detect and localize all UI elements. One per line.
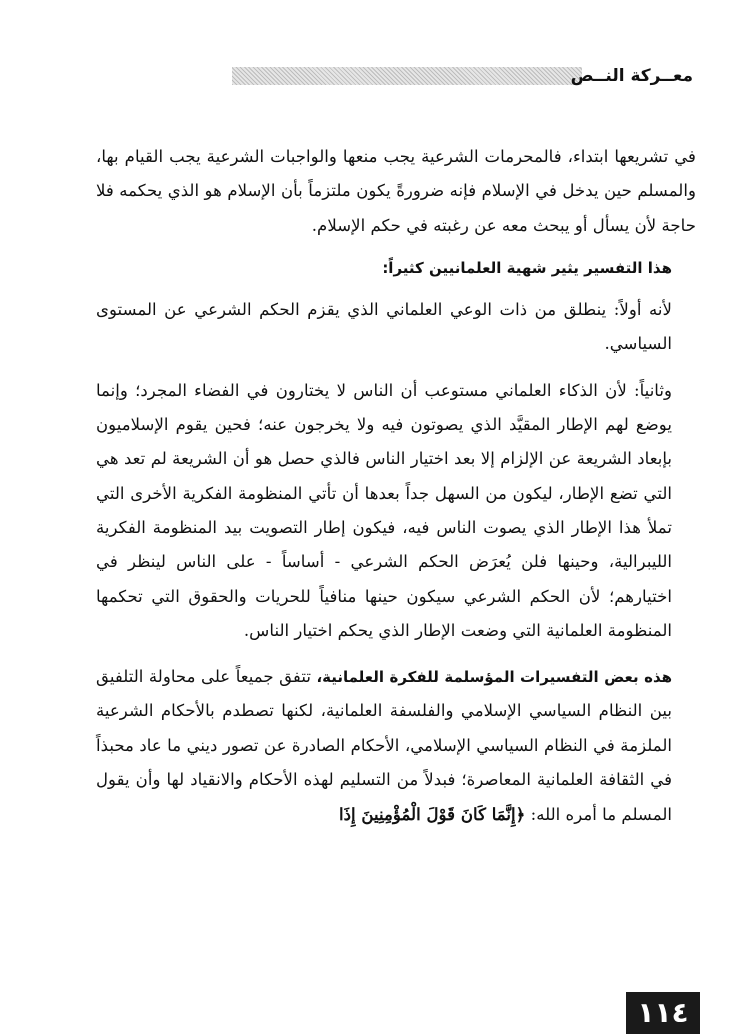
paragraph-lead: هذه بعض التفسيرات المؤسلمة للفكرة العلمانية، xyxy=(316,668,673,687)
header-title: معــركة النــص xyxy=(570,66,693,86)
running-header xyxy=(232,64,693,90)
paragraph-text: تتفق جميعاً على محاولة التلفيق بين النظام السياسي الإسلامي والفلسفة العلمانية، لكنها تصطدم بالأحكام الشرعية الملزمة في النظام السياسي الإسلامي، الأحكام الصادرة عن تصور ديني ما عاد محبذاً في الثقافة العلمانية المعاصرة؛ فبدلاً من التسليم لهذه الأحكام والانقياد لها وأن يقول المسلم ما أمره الله: xyxy=(96,667,672,825)
body-text xyxy=(96,140,696,833)
page-number: ١١٤ xyxy=(626,992,700,1034)
paragraph: في تشريعها ابتداء، فالمحرمات الشرعية يجب منعها والواجبات الشرعية يجب القيام بها، والمسلم حين يدخل في الإسلام فإنه ضرورةً يكون ملتزماً بأن الإسلام هو الذي يحكمه فلا حاجة لأن يسأل أو يبحث معه عن رغبته في حكم الإسلام. xyxy=(96,147,696,235)
paragraph: لأنه أولاً: ينطلق من ذات الوعي العلماني الذي يقزم الحكم الشرعي عن المستوى السياسي. xyxy=(96,300,672,354)
paragraph-heading: هذا التفسير يثير شهية العلمانيين كثيراً: xyxy=(382,258,672,277)
paragraph xyxy=(96,660,696,832)
paragraph: وثانياً: لأن الذكاء العلماني مستوعب أن الناس لا يختارون في الفضاء المجرد؛ وإنما يوضع لهم الإطار المقيَّد الذي يصوتون فيه ولا يخرجون عنه؛ فحين يقوم الإسلاميون بإبعاد الشريعة عن الإلزام إلا بعد اختيار الناس فالذي حصل هو أن الشريعة لم تعد هي التي تضع الإطار، ليكون من السهل جداً بعدها أن تأتي المنظومة الفكرية الأخرى التي تملأ هذا الإطار الذي يصوت الناس فيه، فيكون إطار التصويت بيد المنظومة الفكرية الليبرالية، وحينها فلن يُعرَض الحكم الشرعي - أساساً - على الناس لينظر في اختيارهم؛ لأن الحكم الشرعي سيكون حينها منافياً للحريات والحقوق التي تحكمها المنظومة العلمانية التي وضعت الإطار الذي يحكم اختيار الناس. xyxy=(96,380,673,640)
header-shaded-rule xyxy=(232,67,582,85)
quran-quote: ﴿إِنَّمَا كَانَ قَوْلَ الْمُؤْمِنِينَ إِذَا xyxy=(338,804,526,825)
